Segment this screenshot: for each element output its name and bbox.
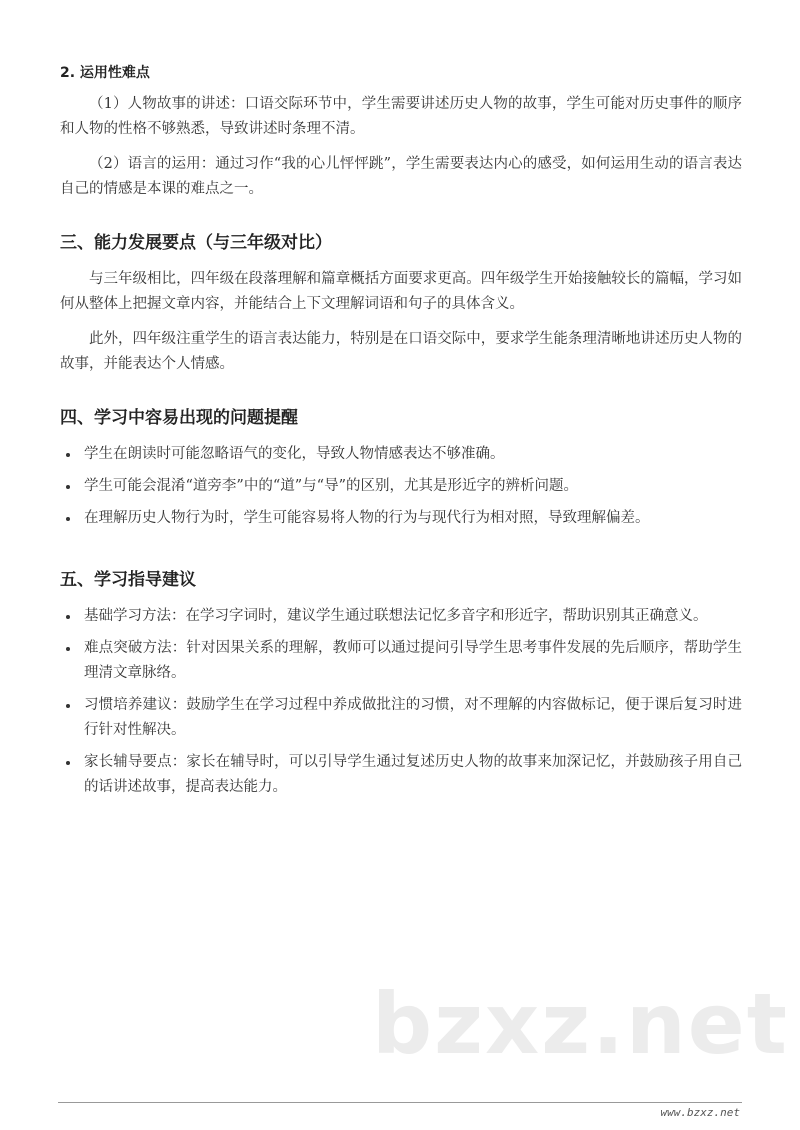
list-item-text: 家长辅导要点：家长在辅导时，可以引导学生通过复述历史人物的故事来加深记忆，并鼓励孩子用自己的话讲述故事，提高表达能力。 — [84, 754, 742, 795]
paragraph: 此外，四年级注重学生的语言表达能力，特别是在口语交际中，要求学生能条理清晰地讲述历史人物的故事，并能表达个人情感。 — [60, 331, 742, 372]
paragraph: （2）语言的运用：通过习作“我的心儿怦怦跳”，学生需要表达内心的感受，如何运用生动的语言表达自己的情感是本课的难点之一。 — [60, 156, 742, 197]
document-page — [60, 62, 742, 807]
list-item — [60, 604, 742, 629]
bullet-icon — [66, 647, 70, 651]
paragraph: （1）人物故事的讲述：口语交际环节中，学生需要讲述历史人物的故事，学生可能对历史事件的顺序和人物的性格不够熟悉，导致讲述时条理不清。 — [60, 96, 742, 137]
list-item-text: 习惯培养建议：鼓励学生在学习过程中养成做批注的习惯，对不理解的内容做标记，便于课后复习时进行针对性解决。 — [84, 697, 742, 738]
bullet-icon — [66, 517, 70, 521]
list-item — [60, 442, 742, 467]
bullet-icon — [66, 704, 70, 708]
section-heading-ability-development: 三、能力发展要点（与三年级对比） — [60, 233, 332, 253]
list-item-text: 学生可能会混淆“道旁李”中的“道”与“导”的区别，尤其是形近字的辨析问题。 — [84, 478, 578, 494]
bullet-icon — [66, 615, 70, 619]
list-item — [60, 693, 742, 743]
subheading-application-difficulties: 2. 运用性难点 — [60, 65, 150, 81]
bullet-icon — [66, 485, 70, 489]
problems-list — [60, 442, 742, 531]
list-item — [60, 506, 742, 531]
list-item-text: 在理解历史人物行为时，学生可能容易将人物的行为与现代行为相对照，导致理解偏差。 — [84, 510, 650, 526]
bullet-icon — [66, 453, 70, 457]
paragraph: 与三年级相比，四年级在段落理解和篇章概括方面要求更高。四年级学生开始接触较长的篇幅，学习如何从整体上把握文章内容，并能结合上下文理解词语和句子的具体含义。 — [60, 271, 742, 312]
bullet-icon — [66, 761, 70, 765]
watermark: bzxz.net — [372, 975, 789, 1073]
footer-divider — [58, 1102, 742, 1103]
list-item-text: 基础学习方法：在学习字词时，建议学生通过联想法记忆多音字和形近字，帮助识别其正确意义。 — [84, 608, 708, 624]
list-item — [60, 636, 742, 686]
list-item-text: 学生在朗读时可能忽略语气的变化，导致人物情感表达不够准确。 — [84, 446, 505, 462]
footer-url: www.bzxz.net — [660, 1106, 740, 1119]
list-item — [60, 750, 742, 800]
list-item — [60, 474, 742, 499]
section-heading-study-guidance: 五、学习指导建议 — [60, 570, 196, 590]
list-item-text: 难点突破方法：针对因果关系的理解，教师可以通过提问引导学生思考事件发展的先后顺序，帮助学生理清文章脉络。 — [84, 640, 742, 681]
guidance-list — [60, 604, 742, 800]
section-heading-common-problems: 四、学习中容易出现的问题提醒 — [60, 408, 298, 428]
